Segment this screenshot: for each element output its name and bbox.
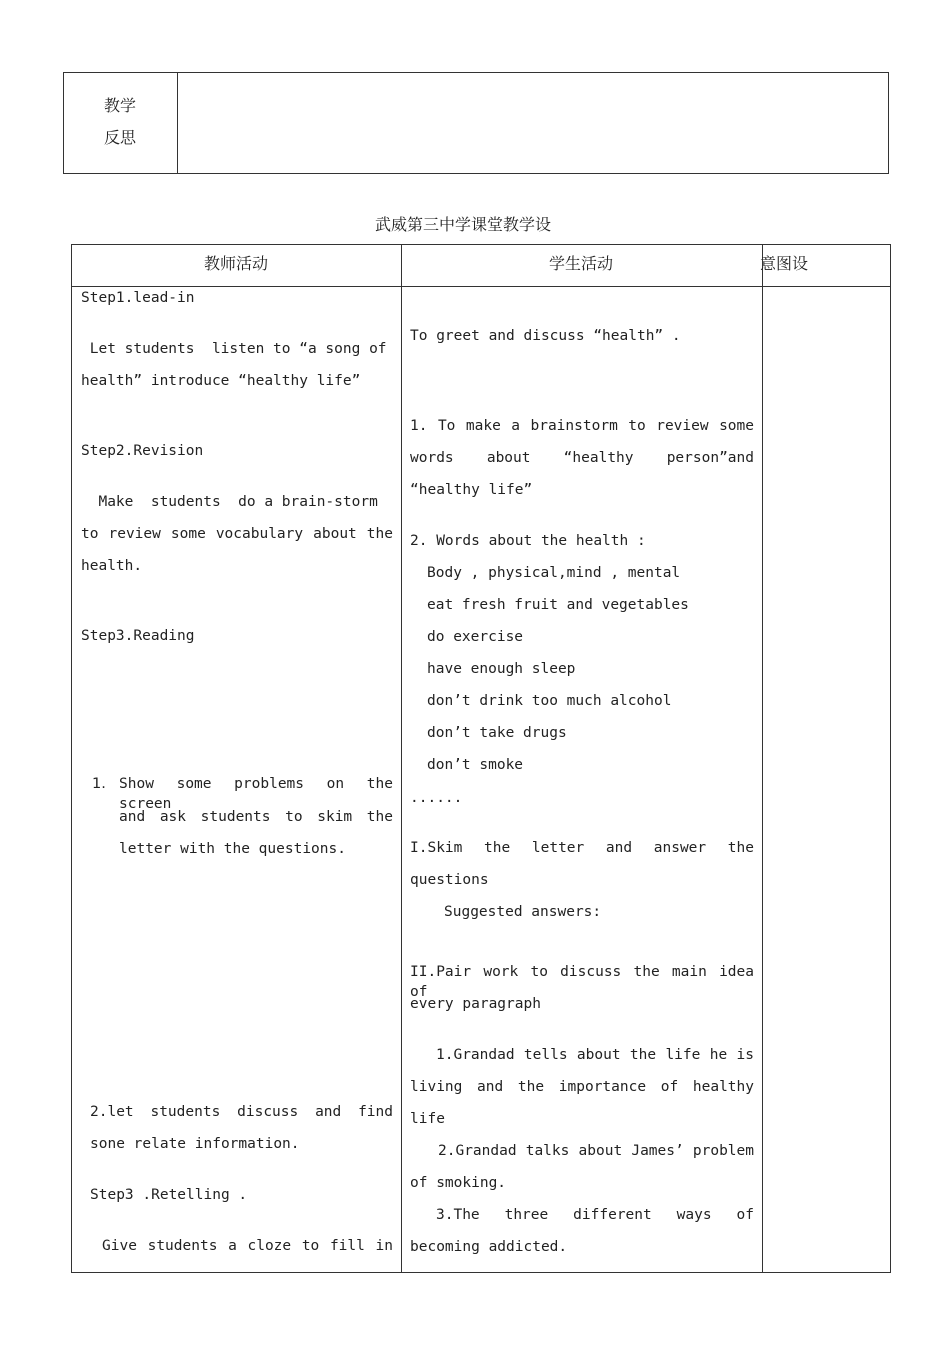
student-line: every paragraph: [410, 996, 541, 1012]
student-line: becoming addicted.: [410, 1239, 568, 1255]
student-line: Suggested answers:: [444, 904, 602, 920]
teacher-line: Step3 .Retelling .: [90, 1187, 248, 1203]
student-line: life: [410, 1111, 445, 1127]
reflection-label-line1: 教学: [104, 96, 137, 115]
lesson-table: [71, 244, 891, 1273]
student-line: 2. Words about the health :: [410, 533, 646, 549]
document-title: 武威第三中学课堂教学设: [374, 215, 551, 234]
teacher-line: Step3.Reading: [81, 628, 195, 644]
teacher-line: Step2.Revision: [81, 443, 204, 459]
student-line: 1.Grandad tells about the life he is: [436, 1047, 754, 1063]
teacher-line: Step1.lead-in: [81, 290, 195, 306]
student-line: don’t drink too much alcohol: [427, 693, 672, 709]
student-line: of smoking.: [410, 1175, 507, 1191]
student-line: 2.Grandad talks about James’ problem: [438, 1143, 754, 1159]
student-line: Body , physical,mind , mental: [427, 565, 681, 581]
header-intent: 意图设: [760, 254, 809, 273]
student-line: don’t smoke: [427, 757, 524, 773]
teacher-line: 2.let students discuss and find: [90, 1104, 393, 1120]
teacher-line: and ask students to skim the: [119, 809, 393, 825]
teacher-list-number: 1.: [92, 776, 106, 792]
teacher-line: Make students do a brain-storm: [81, 494, 378, 510]
student-line: have enough sleep: [427, 661, 576, 677]
student-line: ......: [410, 790, 463, 806]
student-line: 3.The three different ways of: [436, 1207, 754, 1223]
teacher-line: Let students listen to “a song of: [81, 341, 387, 357]
student-line: don’t take drugs: [427, 725, 567, 741]
column-divider: [401, 245, 402, 1272]
column-divider: [762, 245, 763, 1272]
teacher-line: Show some problems on the screen: [119, 776, 393, 812]
teacher-line: letter with the questions.: [119, 841, 346, 857]
teacher-line: sone relate information.: [90, 1136, 300, 1152]
student-line: living and the importance of healthy: [410, 1079, 754, 1095]
teacher-line: health.: [81, 558, 143, 574]
reflection-table: [63, 72, 889, 174]
student-line: do exercise: [427, 629, 524, 645]
student-line: 1. To make a brainstorm to review some: [410, 418, 754, 434]
student-line: questions: [410, 872, 489, 888]
student-line: II.Pair work to discuss the main idea of: [410, 964, 754, 1000]
teacher-line: Give students a cloze to fill in: [102, 1238, 393, 1254]
student-line: To greet and discuss “health” .: [410, 328, 681, 344]
teacher-line: health” introduce “healthy life”: [81, 373, 361, 389]
header-teacher: 教师活动: [204, 254, 269, 273]
header-divider: [72, 286, 890, 287]
teacher-line: to review some vocabulary about the: [81, 526, 393, 542]
student-line: “healthy life”: [410, 482, 533, 498]
reflection-label-cell: [64, 73, 178, 173]
student-line: words about “healthy person”and: [410, 450, 754, 466]
reflection-label-line2: 反思: [104, 128, 137, 147]
student-line: eat fresh fruit and vegetables: [427, 597, 689, 613]
student-line: I.Skim the letter and answer the: [410, 840, 754, 856]
header-student: 学生活动: [549, 254, 614, 273]
